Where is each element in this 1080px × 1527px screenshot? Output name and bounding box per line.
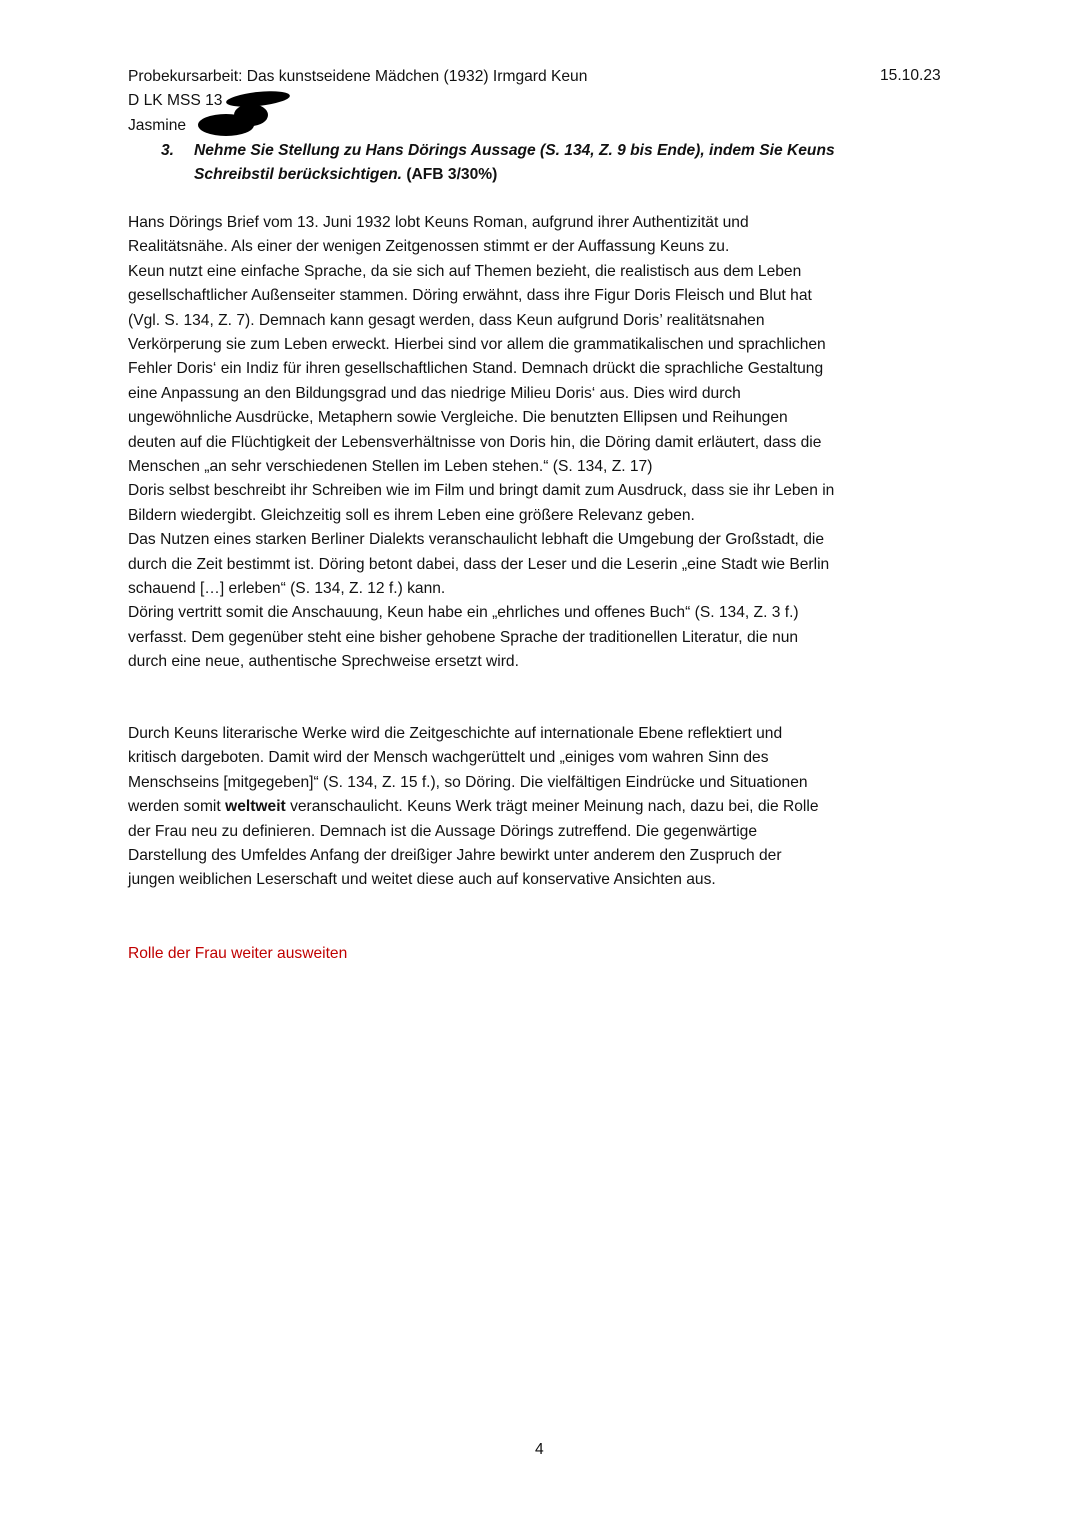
header-date: 15.10.23 — [880, 67, 941, 84]
text-segment: veranschaulicht. Keuns Werk trägt meiner Meinung nach, dazu bei, die Rolle — [285, 798, 819, 816]
task-line-1: Nehme Sie Stellung zu Hans Dörings Aussage (S. 134, Z. 9 bis Ende), indem Sie Keuns — [194, 142, 835, 159]
task-afb: (AFB 3/30%) — [401, 166, 498, 183]
text-line: eine Anpassung an den Bildungsgrad und das niedrige Milieu Doris‘ aus. Dies wird durch — [128, 384, 741, 402]
text-line — [128, 797, 819, 817]
text-line: Realitätsnähe. Als einer der wenigen Zeitgenossen stimmt er der Auffassung Keuns zu. — [128, 238, 730, 256]
text-line: Keun nutzt eine einfache Sprache, da sie sich auf Themen bezieht, die realistisch aus dem Leben — [128, 262, 802, 280]
text-line: Fehler Doris‘ ein Indiz für ihren gesellschaftlichen Stand. Demnach drückt die sprachliche Gestaltung — [128, 360, 824, 378]
header-title: Probekursarbeit: Das kunstseidene Mädchen (1932) Irmgard Keun — [128, 68, 588, 85]
text-line: Das Nutzen eines starken Berliner Dialekts veranschaulicht lebhaft die Umgebung der Großstadt, die — [128, 531, 825, 549]
header-course: D LK MSS 13 — [128, 92, 223, 109]
text-line: ungewöhnliche Ausdrücke, Metaphern sowie Vergleiche. Die benutzten Ellipsen und Reihungen — [128, 409, 788, 427]
text-line: Menschen „an sehr verschiedenen Stellen im Leben stehen.“ (S. 134, Z. 17) — [128, 458, 653, 475]
page-number: 4 — [535, 1441, 544, 1458]
text-line: deuten auf die Flüchtigkeit der Lebensverhältnisse von Doris hin, die Döring damit erläutert, dass die — [128, 433, 822, 451]
text-segment: werden somit — [128, 798, 226, 816]
text-line: der Frau neu zu definieren. Demnach ist die Aussage Dörings zutreffend. Die gegenwärtige — [128, 822, 758, 840]
text-line: Hans Dörings Brief vom 13. Juni 1932 lobt Keuns Roman, aufgrund ihrer Authentizität und — [128, 214, 749, 231]
task-line-2-text: Schreibstil berücksichtigen. — [194, 166, 402, 183]
task-number: 3. — [161, 142, 175, 159]
text-line: Doris selbst beschreibt ihr Schreiben wie im Film und bringt damit zum Ausdruck, dass sie ihr Leben in — [128, 482, 835, 500]
text-line: durch die Zeit bestimmt ist. Döring betont dabei, dass der Leser und die Leserin „eine Stadt wie Berlin — [128, 555, 830, 573]
text-line: Döring vertritt somit die Anschauung, Keun habe ein „ehrliches und offenes Buch“ (S. 134, Z. 3 f.) — [128, 604, 799, 622]
text-line: Menschseins [mitgegeben]“ (S. 134, Z. 15 f.), so Döring. Die vielfältigen Eindrücke und Situationen — [128, 773, 808, 791]
text-line: durch eine neue, authentische Sprechweise ersetzt wird. — [128, 653, 519, 671]
text-line: gesellschaftlicher Außenseiter stammen. Döring erwähnt, dass ihre Figur Doris Fleisch und Blut hat — [128, 287, 812, 305]
text-line: Darstellung des Umfeldes Anfang der dreißiger Jahre bewirkt unter anderem den Zuspruch der — [128, 847, 782, 864]
text-line: kritisch dargeboten. Damit wird der Mensch wachgerüttelt und „einiges vom wahren Sinn des — [128, 749, 769, 767]
text-line: Verkörperung sie zum Leben erweckt. Hierbei sind vor allem die grammatikalischen und sprachlichen — [128, 336, 826, 353]
text-line: Bildern wiedergibt. Gleichzeitig soll es ihrem Leben eine größere Relevanz geben. — [128, 506, 695, 524]
text-line: jungen weiblichen Leserschaft und weitet diese auch auf konservative Ansichten aus. — [128, 871, 716, 889]
teacher-comment: Rolle der Frau weiter ausweiten — [128, 945, 348, 962]
text-line: (Vgl. S. 134, Z. 7). Demnach kann gesagt werden, dass Keun aufgrund Doris’ realitätsnahen — [128, 311, 765, 329]
emphasis-weltweit: weltweit — [225, 798, 286, 816]
text-line: Durch Keuns literarische Werke wird die Zeitgeschichte auf internationale Ebene reflektiert und — [128, 725, 783, 742]
text-line: schauend […] erleben“ (S. 134, Z. 12 f.) kann. — [128, 580, 446, 597]
task-line-2 — [194, 165, 497, 185]
text-line: verfasst. Dem gegenüber steht eine bisher gehobene Sprache der traditionellen Literatur, die nun — [128, 628, 799, 646]
header-name: Jasmine — [128, 117, 187, 134]
